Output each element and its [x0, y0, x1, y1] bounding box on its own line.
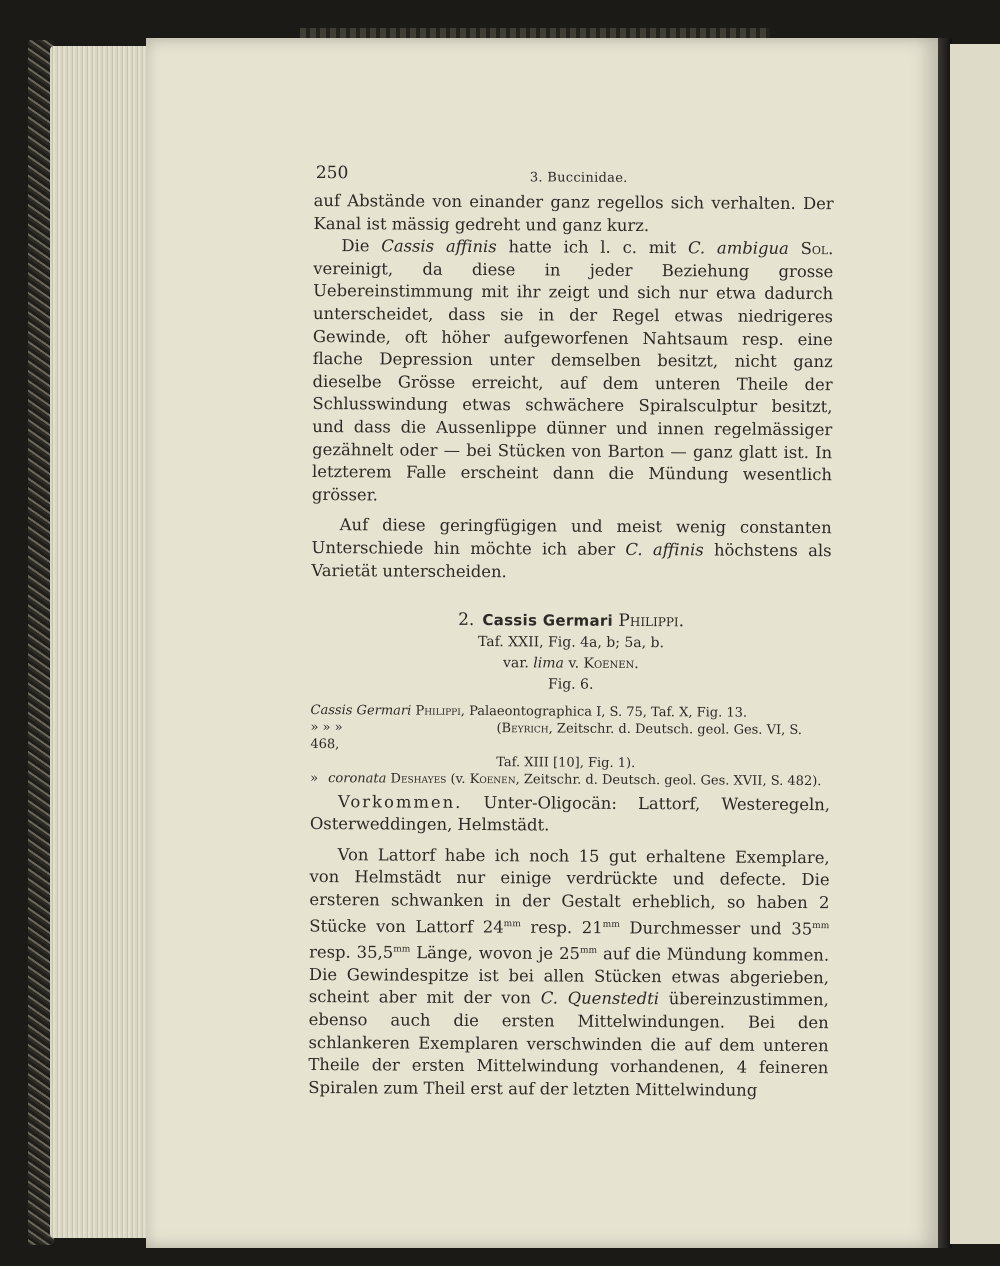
- synonym-entry-cont: Taf. XIII [10], Fig. 1).: [496, 754, 636, 771]
- page-stack-edge: [50, 46, 150, 1238]
- paragraph-2: Die Cassis affinis hatte ich l. c. mit C. ambigua Sol. vereinigt, da diese in jeder Beziehung grosse Uebereinstimmung mit ihr zeigt und sich nur etwa dadurch unterscheidet, dass sie in der Regel etwas niedrigeres Gewinde, oft höher aufgeworfenen Nahtsaum resp. eine flache Depression unter demselben besitzt, nicht ganz dieselbe Grösse erreicht, auf dem unteren Theile der Schlusswindung etwas schwächere Spiralsculptur besitzt, und dass die Aussenlippe dünner und innen regelmässiger gezähnelt oder — bei Stücken von Barton — ganz glatt ist. In letzterem Falle erscheint dann die Mündung wesentlich grösser.: [311, 236, 834, 505]
- page-text: [308, 150, 834, 1103]
- paragraph-1: auf Abstände von einander ganz regellos sich verhalten. Der Kanal ist mässig gedreht und ganz kurz.: [313, 190, 834, 235]
- page-header: [314, 150, 834, 193]
- species-plate: Taf. XXII, Fig. 4a, b; 5a, b.: [477, 633, 665, 651]
- page-number: 250: [315, 163, 349, 184]
- synonymy-list: [310, 702, 831, 790]
- synonym-entry: Cassis Germari Philippi, Palaeontographica I, S. 75, Taf. X, Fig. 13.: [310, 702, 748, 721]
- species-heading: 2. Cassis Germari Philippi.: [458, 609, 685, 632]
- species-figure: Fig. 6.: [547, 676, 594, 693]
- paragraph-3: Auf diese geringfügigen und meist wenig constanten Unterschiede hin möchte ich aber C. affinis höchstens als Varietät unterscheiden.: [311, 515, 832, 581]
- species-name: Cassis Germari: [482, 611, 614, 630]
- running-head: 3. Buccinidae.: [529, 170, 628, 186]
- synonym-entry: » coronata Deshayes (v. Koenen, Zeitschr. d. Deutsch. geol. Ges. XVII, S. 482).: [310, 770, 822, 789]
- paragraph-4: Von Lattorf habe ich noch 15 gut erhaltene Exemplare, von Helmstädt nur einige verdrückte und defecte. Die ersteren schwanken in der Gestalt erheblich, so haben 2 Stücke von Lattorf $24^{mm}$ resp. $21^{mm}$ Durchmesser und $35^{mm}$ resp. $35,5^{mm}$ Länge, wovon je $25^{mm}$ auf die Mündung kommen. Die Gewindespitze ist bei allen Stücken etwas abgerieben, scheint aber mit der von C. Quenstedti übereinzustimmen, ebenso auch die ersten Mittelwindungen. Bei den schlankeren Exemplaren verschwinden die auf dem unteren Theile der ersten Mittelwindung vorhandenen, 4 feineren Spiralen zum Theil erst auf der letzten Mittelwindung: [308, 845, 830, 1100]
- binding-strip: [300, 28, 770, 38]
- synonym-entry: » » » (Beyrich, Zeitschr. d. Deutsch. geol. Ges. VI, S. 468,: [310, 719, 803, 752]
- occurrence-paragraph: Vorkommen. Unter-Oligocän: Lattorf, Westeregeln, Osterweddingen, Helmstädt.: [309, 791, 831, 835]
- species-variety: var. lima v. Koenen.: [502, 654, 639, 672]
- facing-page-edge: [950, 44, 1000, 1244]
